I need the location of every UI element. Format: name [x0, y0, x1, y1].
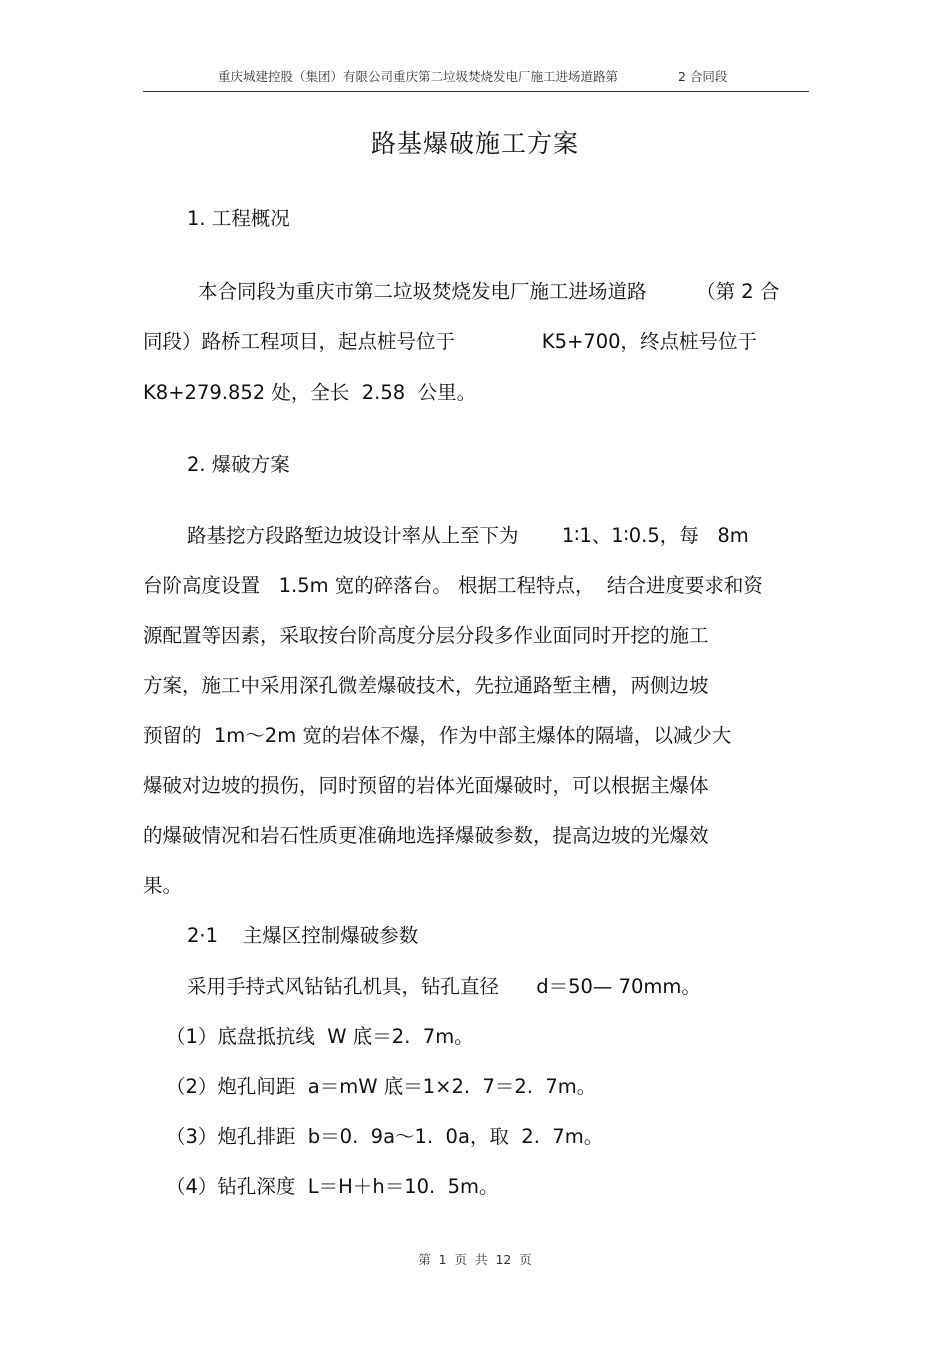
- running-header-contract: 2 合同段: [678, 69, 728, 84]
- parameter-item: （1）底盘抵抗线 W 底＝2. 7m。: [166, 1025, 474, 1048]
- section-2-1-heading: 2·1 主爆区控制爆破参数: [187, 924, 419, 947]
- section-2-paragraph-line: 台阶高度设置 1.5m 宽的碎落台。 根据工程特点， 结合进度要求和资: [143, 574, 763, 597]
- section-2-paragraph-line: 果。: [143, 874, 183, 897]
- document-title: 路基爆破施工方案: [370, 129, 579, 158]
- section-2-paragraph-line: 方案，施工中采用深孔微差爆破技术，先拉通路堑主槽，两侧边坡: [143, 674, 709, 697]
- section-2-1-intro: 采用手持式风钻钻孔机具，钻孔直径 d＝50— 70mm。: [187, 975, 701, 998]
- page-number-footer: 第 1 页 共 12 页: [418, 1252, 532, 1267]
- section-1-paragraph-line: K8+279.852 处，全长 2.58 公里。: [143, 381, 477, 404]
- header-divider: [143, 91, 809, 92]
- parameter-item: （3）炮孔排距 b＝0. 9a～1. 0a，取 2. 7m。: [166, 1125, 604, 1148]
- section-2-paragraph-line: 路基挖方段路堑边坡设计率从上至下为 1∶1、1∶0.5，每 8m: [187, 524, 749, 547]
- section-2-paragraph-line: 预留的 1m～2m 宽的岩体不爆，作为中部主爆体的隔墙，以减少大: [143, 724, 732, 747]
- parameter-item: （2）炮孔间距 a＝mW 底＝1×2. 7＝2. 7m。: [166, 1075, 597, 1098]
- section-1-paragraph-line: 同段）路桥工程项目，起点桩号位于 K5+700，终点桩号位于: [143, 330, 758, 353]
- section-2-paragraph-line: 的爆破情况和岩石性质更准确地选择爆破参数，提高边坡的光爆效: [143, 824, 709, 847]
- running-header-company: 重庆城建控股（集团）有限公司重庆第二垃圾焚烧发电厂施工进场道路第: [218, 69, 619, 84]
- section-2-heading: 2. 爆破方案: [187, 453, 290, 476]
- parameter-item: （4）钻孔深度 L＝H＋h＝10. 5m。: [166, 1175, 499, 1198]
- section-2-paragraph-line: 爆破对边坡的损伤，同时预留的岩体光面爆破时，可以根据主爆体: [143, 774, 709, 797]
- section-1-paragraph-line: 本合同段为重庆市第二垃圾焚烧发电厂施工进场道路 （第 2 合: [198, 280, 780, 303]
- section-1-heading: 1. 工程概况: [187, 207, 290, 230]
- section-2-paragraph-line: 源配置等因素，采取按台阶高度分层分段多作业面同时开挖的施工: [143, 624, 709, 647]
